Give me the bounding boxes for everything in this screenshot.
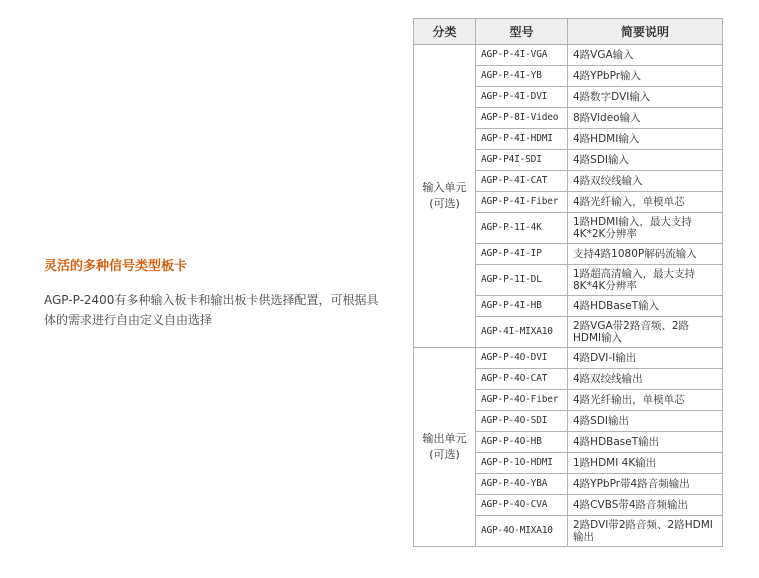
description-cell: 4路VGA输入 xyxy=(568,45,723,66)
model-cell: AGP-P-1O-HDMI xyxy=(476,453,568,474)
description-cell: 4路数字DVI输入 xyxy=(568,87,723,108)
model-cell: AGP-P-4I-YB xyxy=(476,66,568,87)
description-cell: 4路HDBaseT输出 xyxy=(568,432,723,453)
description-cell: 1路HDMI 4K输出 xyxy=(568,453,723,474)
board-spec-table xyxy=(413,18,723,547)
model-cell: AGP-P-4I-Fiber xyxy=(476,192,568,213)
description-cell: 4路HDBaseT输入 xyxy=(568,296,723,317)
output-unit-category xyxy=(414,348,476,547)
section-heading: 灵活的多种信号类型板卡 xyxy=(44,259,188,274)
model-cell: AGP-P-4I-CAT xyxy=(476,171,568,192)
description-cell: 4路SDI输入 xyxy=(568,150,723,171)
section-description: AGP-P-2400有多种输入板卡和输出板卡供选择配置，可根据具体的需求进行自由定义自由选择 xyxy=(44,293,379,327)
description-cell: 4路双绞线输入 xyxy=(568,171,723,192)
model-cell: AGP-P-4I-IP xyxy=(476,244,568,265)
description-cell: 4路光纤输出，单模单芯 xyxy=(568,390,723,411)
header-category: 分类 xyxy=(414,19,476,45)
model-cell: AGP-P-4O-Fiber xyxy=(476,390,568,411)
description-cell: 4路SDI输出 xyxy=(568,411,723,432)
description-cell: 4路DVI-I输出 xyxy=(568,348,723,369)
description-cell: 1路HDMI输入，最大支持4K*2K分辨率 xyxy=(568,213,723,244)
model-cell: AGP-P-4I-HDMI xyxy=(476,129,568,150)
category-label: 输出单元 xyxy=(422,432,467,445)
table-row xyxy=(414,348,723,369)
category-label: 输入单元 xyxy=(422,181,467,194)
model-cell: AGP-P-4O-DVI xyxy=(476,348,568,369)
description-cell: 2路VGA带2路音频、2路HDMI输入 xyxy=(568,317,723,348)
description-cell: 2路DVI带2路音频、2路HDMI输出 xyxy=(568,516,723,547)
model-cell: AGP-P-1I-4K xyxy=(476,213,568,244)
model-cell: AGP-4I-MIXA10 xyxy=(476,317,568,348)
input-unit-category xyxy=(414,45,476,348)
table-row xyxy=(414,45,723,66)
description-cell: 1路超高清输入，最大支持8K*4K分辨率 xyxy=(568,265,723,296)
header-description: 简要说明 xyxy=(568,19,723,45)
intro-section xyxy=(44,258,380,330)
model-cell: AGP-P-4I-HB xyxy=(476,296,568,317)
model-cell: AGP-P-8I-Video xyxy=(476,108,568,129)
model-cell: AGP-P4I-SDI xyxy=(476,150,568,171)
model-cell: AGP-P-4I-DVI xyxy=(476,87,568,108)
header-model: 型号 xyxy=(476,19,568,45)
table-header-row xyxy=(414,19,723,45)
model-cell: AGP-P-4O-CVA xyxy=(476,495,568,516)
description-cell: 4路HDMI输入 xyxy=(568,129,723,150)
model-cell: AGP-4O-MIXA10 xyxy=(476,516,568,547)
model-cell: AGP-P-1I-DL xyxy=(476,265,568,296)
description-cell: 4路YPbPr带4路音频输出 xyxy=(568,474,723,495)
category-optional-note: (可选) xyxy=(429,448,460,461)
category-optional-note: (可选) xyxy=(429,197,460,210)
model-cell: AGP-P-4O-YBA xyxy=(476,474,568,495)
description-cell: 4路YPbPr输入 xyxy=(568,66,723,87)
description-cell: 4路双绞线输出 xyxy=(568,369,723,390)
description-cell: 支持4路1080P解码流输入 xyxy=(568,244,723,265)
description-cell: 8路Video输入 xyxy=(568,108,723,129)
model-cell: AGP-P-4O-HB xyxy=(476,432,568,453)
description-cell: 4路CVBS带4路音频输出 xyxy=(568,495,723,516)
model-cell: AGP-P-4O-SDI xyxy=(476,411,568,432)
description-cell: 4路光纤输入，单模单芯 xyxy=(568,192,723,213)
model-cell: AGP-P-4I-VGA xyxy=(476,45,568,66)
model-cell: AGP-P-4O-CAT xyxy=(476,369,568,390)
